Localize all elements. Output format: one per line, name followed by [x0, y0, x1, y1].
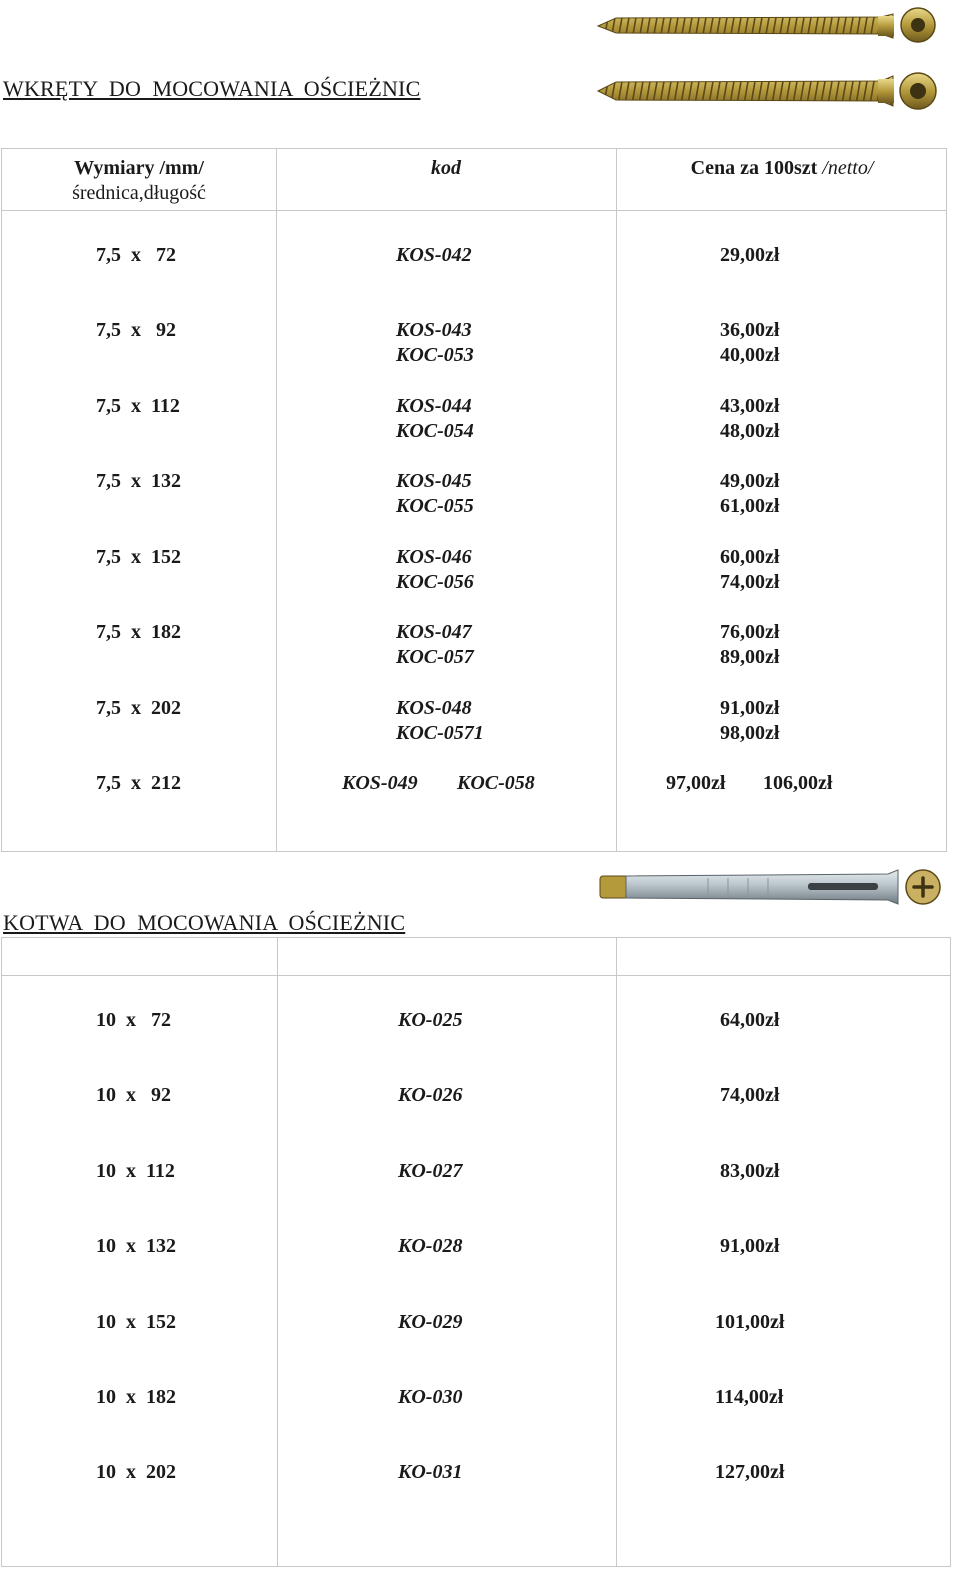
dimension-cell: 10 x 132 [96, 1235, 176, 1257]
price-cell: 91,00zł [720, 697, 780, 719]
price-cell: 114,00zł [715, 1386, 784, 1408]
column-header-dimensions: Wymiary /mm/ średnica,długość [72, 157, 206, 204]
torx-head-icon [900, 73, 936, 109]
torx-head-icon [901, 8, 935, 42]
price-cell: 74,00zł [720, 571, 780, 593]
price-cell: 60,00zł [720, 546, 780, 568]
price-cell: 91,00zł [720, 1235, 780, 1257]
section-title-anchors: KOTWA DO MOCOWANIA OŚCIEŻNIC [3, 910, 406, 935]
dimension-cell: 7,5 x 72 [96, 244, 176, 266]
dimension-cell: 10 x 72 [96, 1009, 171, 1031]
price-cell: 98,00zł [720, 722, 780, 744]
price-cell: 64,00zł [720, 1009, 780, 1031]
code-cell: KO-030 [398, 1386, 463, 1408]
dimension-cell: 7,5 x 112 [96, 395, 180, 417]
price-cell: 83,00zł [720, 1160, 780, 1182]
screw-image-large [596, 70, 941, 112]
anchors-table [1, 937, 951, 1567]
price-cell: 36,00zł [720, 319, 780, 341]
price-cell: 49,00zł [720, 470, 780, 492]
dimension-cell: 10 x 92 [96, 1084, 171, 1106]
code-cell: KOC-053 [396, 344, 474, 366]
dimension-cell: 10 x 152 [96, 1311, 176, 1333]
price-cell: 97,00zł [666, 772, 726, 794]
dimension-cell: 10 x 182 [96, 1386, 176, 1408]
column-header-code: kod [431, 157, 461, 179]
dimension-cell: 7,5 x 152 [96, 546, 181, 568]
code-cell: KOC-055 [396, 495, 474, 517]
phillips-head-icon [906, 870, 940, 904]
code-cell: KOS-042 [396, 244, 472, 266]
code-cell: KO-028 [398, 1235, 463, 1257]
dimension-cell: 7,5 x 202 [96, 697, 181, 719]
price-cell: 61,00zł [720, 495, 780, 517]
code-cell: KOS-045 [396, 470, 472, 492]
code-cell: KOC-058 [457, 772, 535, 794]
code-cell: KO-026 [398, 1084, 463, 1106]
code-cell: KO-029 [398, 1311, 463, 1333]
price-cell: 101,00zł [715, 1311, 785, 1333]
price-cell: 43,00zł [720, 395, 780, 417]
code-cell: KO-031 [398, 1461, 463, 1483]
screws-table [1, 148, 947, 852]
price-cell: 48,00zł [720, 420, 780, 442]
price-cell: 127,00zł [715, 1461, 785, 1483]
price-cell: 89,00zł [720, 646, 780, 668]
dimension-cell: 7,5 x 132 [96, 470, 181, 492]
code-cell: KOS-043 [396, 319, 472, 341]
price-cell: 74,00zł [720, 1084, 780, 1106]
code-cell: KOS-044 [396, 395, 472, 417]
dimension-cell: 7,5 x 92 [96, 319, 176, 341]
dimension-cell: 10 x 202 [96, 1461, 176, 1483]
price-cell: 29,00zł [720, 244, 780, 266]
price-cell: 76,00zł [720, 621, 780, 643]
column-header-price: Cena za 100szt /netto/ [690, 157, 874, 179]
section-title-screws: WKRĘTY DO MOCOWANIA OŚCIEŻNIC [3, 76, 421, 101]
price-cell: 106,00zł [763, 772, 833, 794]
code-cell: KOC-0571 [396, 722, 484, 744]
dimension-cell: 10 x 112 [96, 1160, 175, 1182]
price-cell: 40,00zł [720, 344, 780, 366]
code-cell: KOS-048 [396, 697, 472, 719]
code-cell: KOS-046 [396, 546, 472, 568]
code-cell: KOS-047 [396, 621, 472, 643]
code-cell: KOC-057 [396, 646, 474, 668]
code-cell: KOS-049 [342, 772, 418, 794]
code-cell: KOC-054 [396, 420, 474, 442]
screw-image-small [596, 6, 941, 46]
dimension-cell: 7,5 x 212 [96, 772, 181, 794]
anchor-image [598, 866, 943, 910]
dimension-cell: 7,5 x 182 [96, 621, 181, 643]
code-cell: KO-025 [398, 1009, 463, 1031]
code-cell: KOC-056 [396, 571, 474, 593]
code-cell: KO-027 [398, 1160, 463, 1182]
